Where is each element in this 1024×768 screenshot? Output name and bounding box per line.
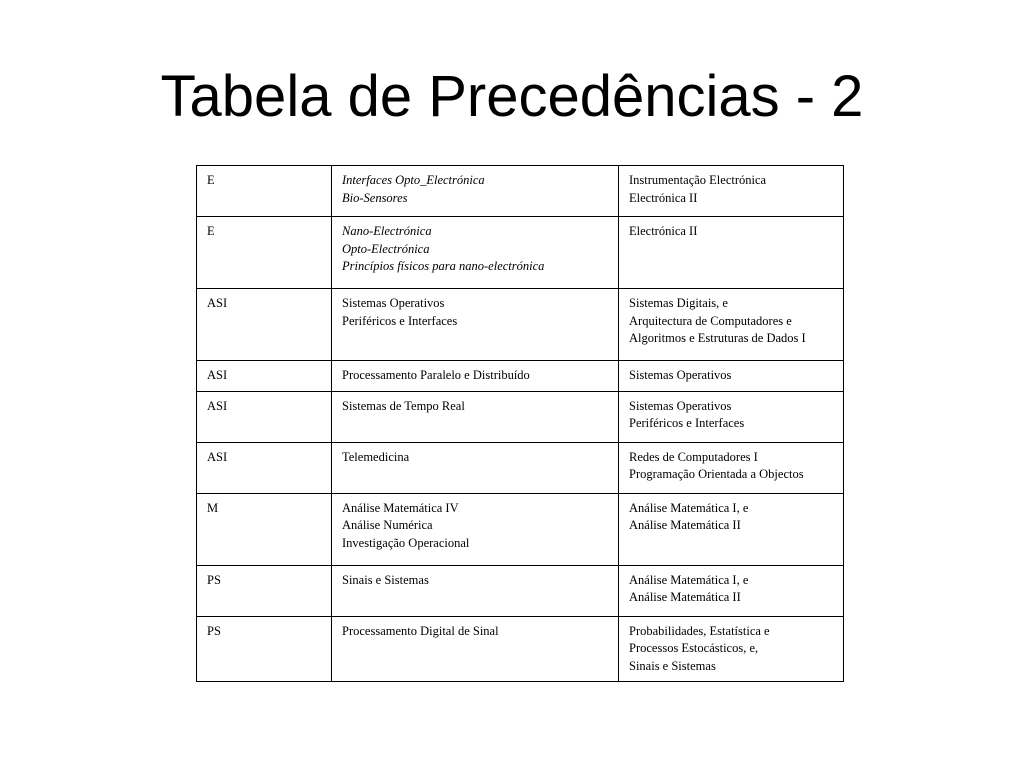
subject-line: Periféricos e Interfaces xyxy=(342,313,458,328)
precedence-table xyxy=(196,165,844,682)
area-cell: ASI xyxy=(197,361,332,392)
area-cell: ASI xyxy=(197,289,332,361)
area-cell: ASI xyxy=(197,391,332,442)
subjects-cell xyxy=(332,217,619,289)
prerequisite-line: Análise Matemática II xyxy=(629,590,741,604)
table-row xyxy=(197,289,844,361)
prerequisite-line: Análise Matemática II xyxy=(629,518,741,532)
area-cell: E xyxy=(197,166,332,217)
subject-line: Opto-Electrónica xyxy=(342,241,430,256)
prerequisite-line: Programação Orientada a Objectos xyxy=(629,467,804,481)
prerequisite-line: Periféricos e Interfaces xyxy=(629,416,745,430)
slide-title: Tabela de Precedências - 2 xyxy=(160,64,864,129)
table-row xyxy=(197,361,844,392)
precedence-table-body xyxy=(197,166,844,682)
area-cell: E xyxy=(197,217,332,289)
subjects-cell xyxy=(332,616,619,682)
subject-line: Investigação Operacional xyxy=(342,535,470,550)
subject-line: Interfaces Opto_Electrónica xyxy=(342,173,485,187)
subject-line: Processamento Digital de Sinal xyxy=(342,623,499,638)
prerequisites-cell xyxy=(619,493,844,565)
prerequisites-cell xyxy=(619,616,844,682)
subjects-cell xyxy=(332,565,619,616)
prerequisite-line: Probabilidades, Estatística e xyxy=(629,623,770,638)
prerequisite-line: Sistemas Operativos xyxy=(629,368,732,382)
subject-line: Sistemas de Tempo Real xyxy=(342,398,465,413)
prerequisites-cell xyxy=(619,391,844,442)
subjects-cell xyxy=(332,391,619,442)
prerequisite-line: Análise Matemática I, e xyxy=(629,500,749,515)
subject-line: Análise Matemática IV xyxy=(342,500,459,515)
area-cell: M xyxy=(197,493,332,565)
prerequisite-line: Redes de Computadores I xyxy=(629,449,758,464)
subject-line: Nano-Electrónica xyxy=(342,224,432,238)
subject-line: Processamento Paralelo e Distribuído xyxy=(342,368,530,382)
subject-line: Telemedicina xyxy=(342,449,410,464)
prerequisite-line: Instrumentação Electrónica xyxy=(629,173,767,187)
subjects-cell xyxy=(332,166,619,217)
prerequisites-cell xyxy=(619,361,844,392)
prerequisite-line: Análise Matemática I, e xyxy=(629,572,749,587)
subject-line: Princípios físicos para nano-electrónica xyxy=(342,259,545,273)
subject-line: Sistemas Operativos xyxy=(342,296,445,310)
subjects-cell xyxy=(332,361,619,392)
table-row xyxy=(197,166,844,217)
prerequisite-line: Electrónica II xyxy=(629,190,698,205)
prerequisite-line: Sistemas Operativos xyxy=(629,398,732,413)
prerequisite-line: Electrónica II xyxy=(629,224,698,238)
table-row xyxy=(197,217,844,289)
prerequisites-cell xyxy=(619,442,844,493)
prerequisites-cell xyxy=(619,565,844,616)
prerequisites-cell xyxy=(619,166,844,217)
subjects-cell xyxy=(332,289,619,361)
subject-line: Bio-Sensores xyxy=(342,190,408,205)
subjects-cell xyxy=(332,493,619,565)
table-row xyxy=(197,565,844,616)
subject-line: Análise Numérica xyxy=(342,518,433,532)
subject-line: Sinais e Sistemas xyxy=(342,572,429,587)
prerequisites-cell xyxy=(619,289,844,361)
prerequisites-cell xyxy=(619,217,844,289)
prerequisite-line: Arquitectura de Computadores e xyxy=(629,313,792,328)
table-row xyxy=(197,442,844,493)
area-cell: PS xyxy=(197,565,332,616)
area-cell: ASI xyxy=(197,442,332,493)
table-row xyxy=(197,493,844,565)
table-row xyxy=(197,616,844,682)
prerequisite-line: Sistemas Digitais, e xyxy=(629,296,728,310)
prerequisite-line: Sinais e Sistemas xyxy=(629,658,716,673)
prerequisite-line: Algoritmos e Estruturas de Dados I xyxy=(629,331,806,345)
table-row xyxy=(197,391,844,442)
area-cell: PS xyxy=(197,616,332,682)
subjects-cell xyxy=(332,442,619,493)
prerequisite-line: Processos Estocásticos, e, xyxy=(629,641,759,655)
